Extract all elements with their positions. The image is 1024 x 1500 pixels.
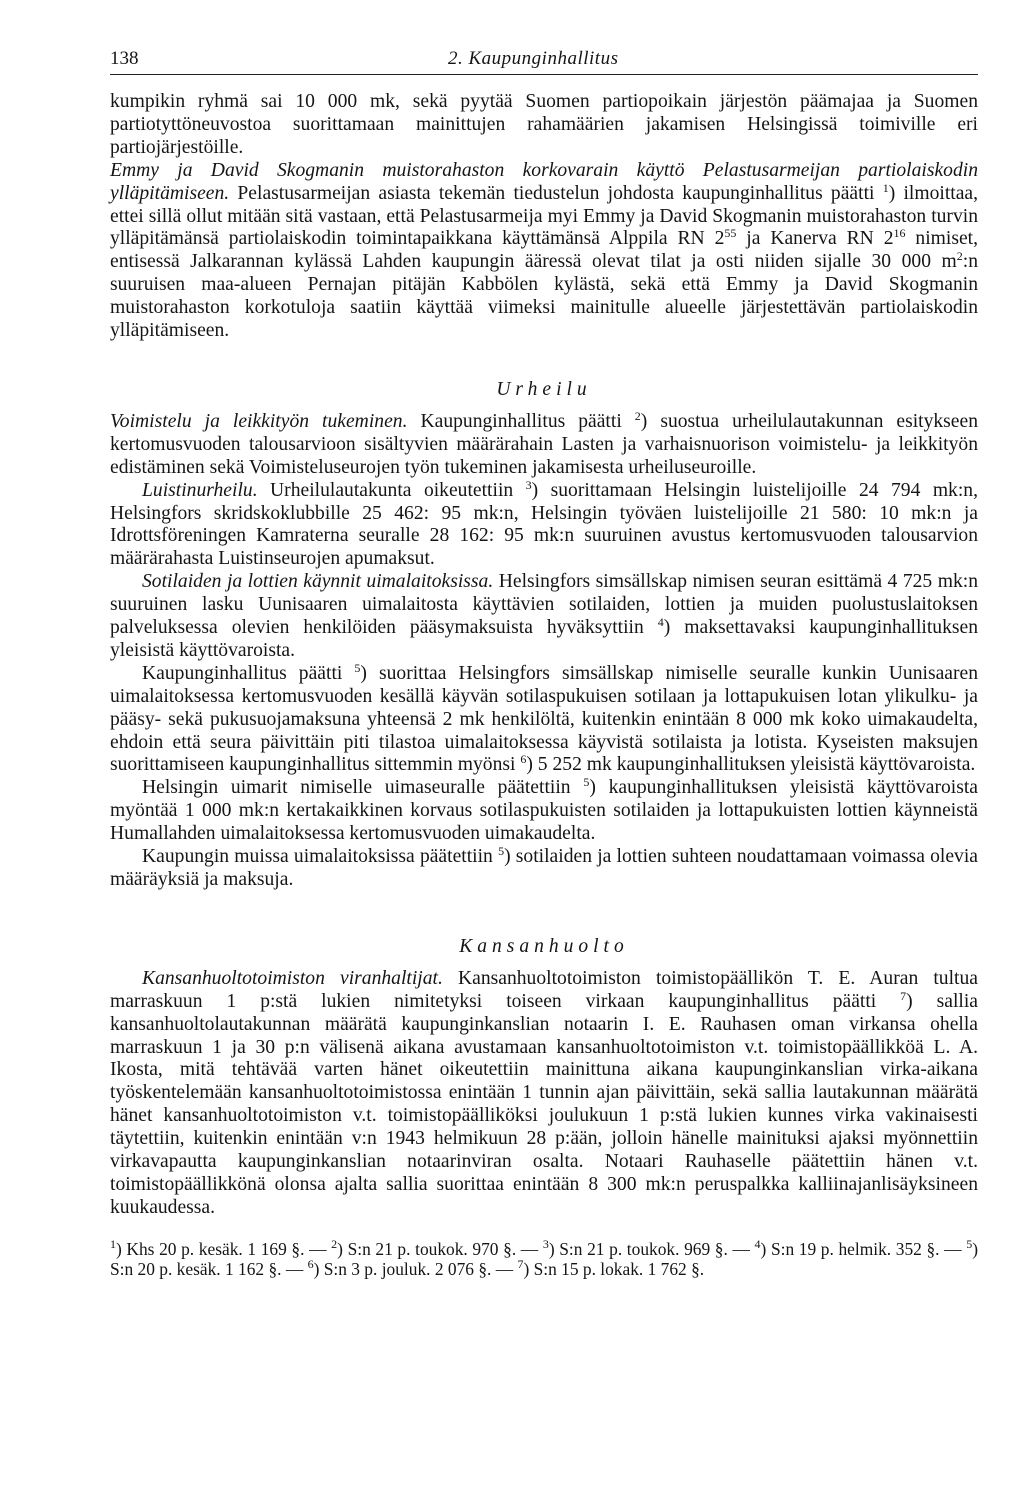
paragraph-text: maksettavaksi kaupunginhallituksen yleisistä käyttövaroista. [110, 617, 978, 661]
footnote-ref: 4 [657, 615, 664, 630]
paragraph-text: 5 252 mk kaupunginhallituksen yleisistä käyttövaroista. [532, 754, 976, 776]
paragraph-title: Emmy ja David Skogmanin muistorahaston korkovarain käyttö Pelastusarmeijan partiolaiskodin ylläpitämiseen. [110, 159, 978, 204]
paragraph-text: Pelastusarmeijan asiasta tekemän tiedustelun johdosta kaupunginhallitus päätti [229, 182, 883, 204]
page-header [110, 40, 978, 75]
paragraph-text: Kansanhuoltotoimiston toimistopäällikön T. E. Auran tultua marraskuun 1 p:stä lukien nimitetyksi toiseen virkaan kaupunginhallitus päätti [110, 967, 978, 1012]
paragraph-text: Urheilulautakunta oikeutettiin [257, 479, 526, 501]
footnote-ref: 1 [882, 180, 889, 195]
footnote-ref: 2 [634, 408, 641, 423]
paragraph-sotilaat: Sotilaiden ja lottien käynnit uimalaitoksissa. Helsingfors simsällskap nimisen seuran esittämä 4 725 mk:n suuruinen lasku Uunisaaren uimalaitosta käyttävien sotilaiden, lottien ja muiden puolustuslaitoksen palveluksessa olevien henkilöiden pääsymaksuista hyväksyttiin $^4$) maksettavaksi kaupunginhallituksen yleisistä käyttövaroista. [110, 571, 979, 661]
document-page [110, 40, 978, 1280]
superscript: 55 [724, 226, 737, 241]
footnote-2: S:n 21 p. toukok. 970 §. — [342, 1238, 543, 1259]
footnote-mark: 1 [110, 1236, 116, 1251]
paragraph-text: kumpikin ryhmä sai 10 000 mk, sekä pyytää Suomen partiopoikain järjestön päämajaa ja Suomen partiotyttöneuvostoa suorittamaan mainittujen rahamäärien jakamisen Helsingissä toimiville eri partiojärjestöille. [110, 91, 978, 158]
footnote-ref: 5 [354, 660, 361, 675]
paragraph-text: :n suuruisen maa-alueen Pernajan pitäjän Kabbölen kylästä, sekä että Emmy ja David Skogmanin muistorahaston korkotuloja saatiin käyttää viimeksi mainitulle alueelle järjestettävän partiolaiskodin ylläpitämiseen. [110, 251, 978, 342]
paragraph-text: suorittaa Helsingfors simsällskap nimiselle seuralle kunkin Uunisaaren uimalaitoksessa kertomusvuoden kesällä käyvän sotilaspukuisen sotilaan ja lottapukuisen lotan ylikulku- ja pääsy- sekä pukusuojamaksuna yhteensä 2 mk henkilöltä, kuitenkin enintään 8 000 mk koko uimakaudelta, ehdoin että seura päivittäin piti tilastoa uimalaitoksessa käyvistä sotilaista ja lotista. Kyseisten maksujen suorittamiseen kaupunginhallitus sittemmin myönsi [110, 662, 978, 776]
paragraph-text: sallia kansanhuoltolautakunnan määrätä kaupunginkanslian notaarin I. E. Rauhasen oman virkansa ohella marraskuun 1 ja 30 p:n välisenä aikana avustamaan kansanhuoltotoimiston v.t. toimistopäällikköä L. A. Ikosta, mitä tehtävää varten hänet oikeutettiin mainittuna aikana kaupunginkanslian virka-aikana työskentelemään kansanhuoltotoimistossa enintään 1 tunnin ajan päivittäin, sekä sallia lautakunnan määrätä hänet kansanhuoltotoimiston v.t. toimistopäälliköksi joulukuun 1 p:stä lukien kunnes virka vakinaisesti täytettiin, kuitenkin enintään v:n 1943 helmikuun 28 p:ään, jolloin hänelle mainituksi ajaksi myönnettiin virkavapautta kaupunginkanslian notaarinviran osalta. Notaari Rauhaselle päätettiin hänen v.t. toimistopäällikkönä olonsa ajalta sallia suorittaa enintään 8 300 mk:n peruspalkka kalliinajanlisäyksineen kuukaudessa. [110, 990, 979, 1218]
footnotes [110, 1236, 978, 1280]
footnote-mark: 5 [966, 1236, 973, 1251]
paragraph-text: kaupunginhallituksen yleisistä käyttövaroista myöntää 1 000 mk:n kertakaikkinen korvaus sotilaspukuisten sotilaiden ja lottapukuisten lottien käynneistä Humallahden uimalaitoksessa kertomusvuoden uimakaudelta. [110, 777, 978, 845]
page-number: 138 [110, 48, 139, 69]
footnote-mark: 7 [517, 1257, 524, 1272]
body-text [110, 91, 978, 1220]
section-heading-urheilu: Urheilu [496, 378, 592, 400]
footnote-mark: 3 [542, 1236, 549, 1251]
paragraph-text: Helsingin uimarit nimiselle uimaseuralle päätettiin [142, 777, 584, 799]
paragraph-title: Sotilaiden ja lottien käynnit uimalaitoksissa. [142, 571, 494, 593]
paragraph-skogman: Emmy ja David Skogmanin muistorahaston korkovarain käyttö Pelastusarmeijan partiolaiskodin ylläpitämiseen. Pelastusarmeijan asiasta tekemän tiedustelun johdosta kaupunginhallitus päätti $^1$) ilmoittaa, ettei sillä ollut mitään sitä vastaan, että Pelastusarmeija myi Emmy ja David Skogmanin muistorahaston turvin ylläpitämänsä partiolaiskodin toimintapaikkana käyttämänsä Alppila RN $2^{55}$ ja Kanerva RN $2^{16}$ nimiset, entisessä Jalkarannan kylässä Lahden kaupungin ääressä olevat tilat ja osti niiden sijalle 30 000 $m^2:n$ suuruisen maa-alueen Pernajan pitäjän Kabbölen kylästä, sekä että Emmy ja David Skogmanin muistorahaston korkotuloja saatiin käyttää viimeksi mainitulle alueelle järjestettävän partiolaiskodin ylläpitämiseen. [110, 159, 979, 342]
footnote-mark: 2 [331, 1236, 338, 1251]
running-title: 2. Kaupunginhallitus [448, 48, 619, 69]
footnote-7: S:n 15 p. lokak. 1 762 §. [529, 1259, 705, 1280]
section-heading-kansanhuolto: Kansanhuolto [459, 935, 629, 957]
footnote-ref: 5 [583, 775, 590, 790]
paragraph-text: ilmoittaa, ettei sillä ollut mitään sitä vastaan, että Pelastusarmeija myi Emmy ja David Skogmanin muistorahaston turvin ylläpitämänsä partiolaiskodin toimintapaikkana käyttämänsä Alppila RN 2 [110, 182, 978, 250]
footnote-mark: 4 [754, 1236, 761, 1251]
paragraph-text: ja Kanerva RN 2 [736, 228, 894, 250]
paragraph-text: Kaupungin muissa uimalaitoksissa päätettiin [142, 846, 499, 868]
footnote-mark: 6 [307, 1257, 314, 1272]
paragraph-text: suostua urheilulautakunnan esitykseen kertomusvuoden talousarvioon sisältyvien määrärahain Lasten ja varhaisnuorison voimistelu- ja leikkityön edistäminen sekä Voimisteluseurojen työn tukeminen jakamisesta urheiluseuroille. [110, 410, 978, 478]
paragraph-title: Voimistelu ja leikkityön tukeminen. [110, 410, 408, 432]
paragraph-text: Helsingfors simsällskap nimisen seuran esittämä 4 725 mk:n suuruinen lasku Uunisaaren uimalaitosta käyttävien sotilaiden, lottien ja muiden puolustuslaitoksen palveluksessa olevien henkilöiden pääsymaksuista hyväksyttiin [110, 571, 979, 639]
paragraph-uimalaitokset: Kaupungin muissa uimalaitoksissa päätettiin $^5$) sotilaiden ja lottien suhteen noudattamaan voimassa olevia määräyksiä ja maksuja. [110, 844, 978, 890]
paragraph-simsallskap: Kaupunginhallitus päätti $^5$) suorittaa Helsingfors simsällskap nimiselle seuralle kunkin Uunisaaren uimalaitoksessa kertomusvuoden kesällä käyvän sotilaspukuisen sotilaan ja lottapukuisen lotan ylikulku- ja pääsy- sekä pukusuojamaksuna yhteensä 2 mk henkilöltä, kuitenkin enintään 8 000 mk koko uimakaudelta, ehdoin että seura päivittäin piti tilastoa uimalaitoksessa käyvistä sotilaista ja lotista. Kyseisten maksujen suorittamiseen kaupunginhallitus sittemmin myönsi $^6$) 5 252 mk kaupunginhallituksen yleisistä käyttövaroista. [110, 660, 978, 776]
paragraph-kansanhuolto: Kansanhuoltotoimiston viranhaltijat. Kansanhuoltotoimiston toimistopäällikön T. E. Auran tultua marraskuun 1 p:stä lukien nimitetyksi toiseen virkaan kaupunginhallitus päätti $^7$) sallia kansanhuoltolautakunnan määrätä kaupunginkanslian notaarin I. E. Rauhasen oman virkansa ohella marraskuun 1 ja 30 p:n välisenä aikana avustamaan kansanhuoltotoimiston v.t. toimistopäällikköä L. A. Ikosta, mitä tehtävää varten hänet oikeutettiin mainittuna aikana kaupunginkanslian virka-aikana työskentelemään kansanhuoltotoimistossa enintään 1 tunnin ajan päivittäin, sekä sallia lautakunnan määrätä hänet kansanhuoltotoimiston v.t. toimistopäälliköksi joulukuun 1 p:stä lukien kunnes virka vakinaisesti täytettiin, kuitenkin enintään v:n 1943 helmikuun 28 p:ään, jolloin hänelle mainituksi ajaksi myönnettiin virkavapautta kaupunginkanslian notaarinviran osalta. Notaari Rauhaselle päätettiin hänen v.t. toimistopäällikkönä olonsa ajalta sallia suorittaa enintään 8 300 mk:n peruspalkka kalliinajanlisäyksineen kuukaudessa. [110, 967, 979, 1218]
footnote-ref: 7 [900, 988, 907, 1003]
paragraph-title: Luistinurheilu. [142, 479, 258, 501]
paragraph-text: nimiset, entisessä Jalkarannan kylässä Lahden kaupungin ääressä olevat tilat ja osti niiden sijalle 30 000 m [110, 228, 979, 273]
footnote-ref: 3 [525, 477, 532, 492]
paragraph-text: suorittamaan Helsingin luistelijoille 24 794 mk:n, Helsingfors skridskoklubbille 25 462: 95 mk:n, Helsingin työväen luistelijoille 21 580: 10 mk:n ja Idrottsföreningen Kamraterna seuralle 28 162: 95 mk:n suuruinen avustus kertomusvuoden talousarvion määrärahasta Luistinseurojen apumaksut. [110, 479, 978, 570]
footnote-4: S:n 19 p. helmik. 352 §. — [766, 1238, 967, 1259]
footnote-5: S:n 20 p. kesäk. 1 162 §. — [110, 1259, 308, 1280]
paragraph-uimarit: Helsingin uimarit nimiselle uimaseuralle päätettiin $^5$) kaupunginhallituksen yleisistä käyttövaroista myöntää 1 000 mk:n kertakaikkinen korvaus sotilaspukuisten sotilaiden ja lottapukuisten lottien käynneistä Humallahden uimalaitoksessa kertomusvuoden uimakaudelta. [110, 775, 978, 845]
paragraph-title: Kansanhuoltotoimiston viranhaltijat. [142, 967, 443, 989]
footnote-ref: 5 [498, 844, 505, 859]
footnote-list: $^1$) Khs 20 p. kesäk. 1 169 §. — $^2$) S:n 21 p. toukok. 970 §. — $^3$) S:n 21 p. toukok. 969 §. — $^4$) S:n 19 p. helmik. 352 §. — $^5$) S:n 20 p. kesäk. 1 162 §. — $^6$) S:n 3 p. jouluk. 2 076 §. — $^7$) S:n 15 p. lokak. 1 762 §. [110, 1236, 978, 1280]
paragraph-text: Kaupunginhallitus päätti [407, 410, 635, 432]
paragraph-text: Kaupunginhallitus päätti [142, 662, 355, 684]
paragraph-partio [110, 91, 978, 160]
footnote-1: Khs 20 p. kesäk. 1 169 §. — [121, 1238, 332, 1259]
footnote-3: S:n 21 p. toukok. 969 §. — [554, 1238, 755, 1259]
paragraph-luistin: Luistinurheilu. Urheilulautakunta oikeutettiin $^3$) suorittamaan Helsingin luistelijoille 24 794 mk:n, Helsingfors skridskoklubbille 25 462: 95 mk:n, Helsingin työväen luistelijoille 21 580: 10 mk:n ja Idrottsföreningen Kamraterna seuralle 28 162: 95 mk:n suuruinen avustus kertomusvuoden talousarvion määrärahasta Luistinseurojen apumaksut. [110, 477, 978, 570]
superscript: 16 [893, 226, 906, 241]
paragraph-voimistelu: Voimistelu ja leikkityön tukeminen. Kaupunginhallitus päätti $^2$) suostua urheilulautakunnan esitykseen kertomusvuoden talousarvioon sisältyvien määrärahain Lasten ja varhaisnuorison voimistelu- ja leikkityön edistäminen sekä Voimisteluseurojen työn tukeminen jakamisesta urheiluseuroille. [110, 408, 978, 478]
footnote-6: S:n 3 p. jouluk. 2 076 §. — [319, 1259, 518, 1280]
superscript: 2 [956, 249, 963, 264]
footnote-ref: 6 [520, 752, 527, 767]
paragraph-text: sotilaiden ja lottien suhteen noudattamaan voimassa olevia määräyksiä ja maksuja. [110, 846, 978, 890]
